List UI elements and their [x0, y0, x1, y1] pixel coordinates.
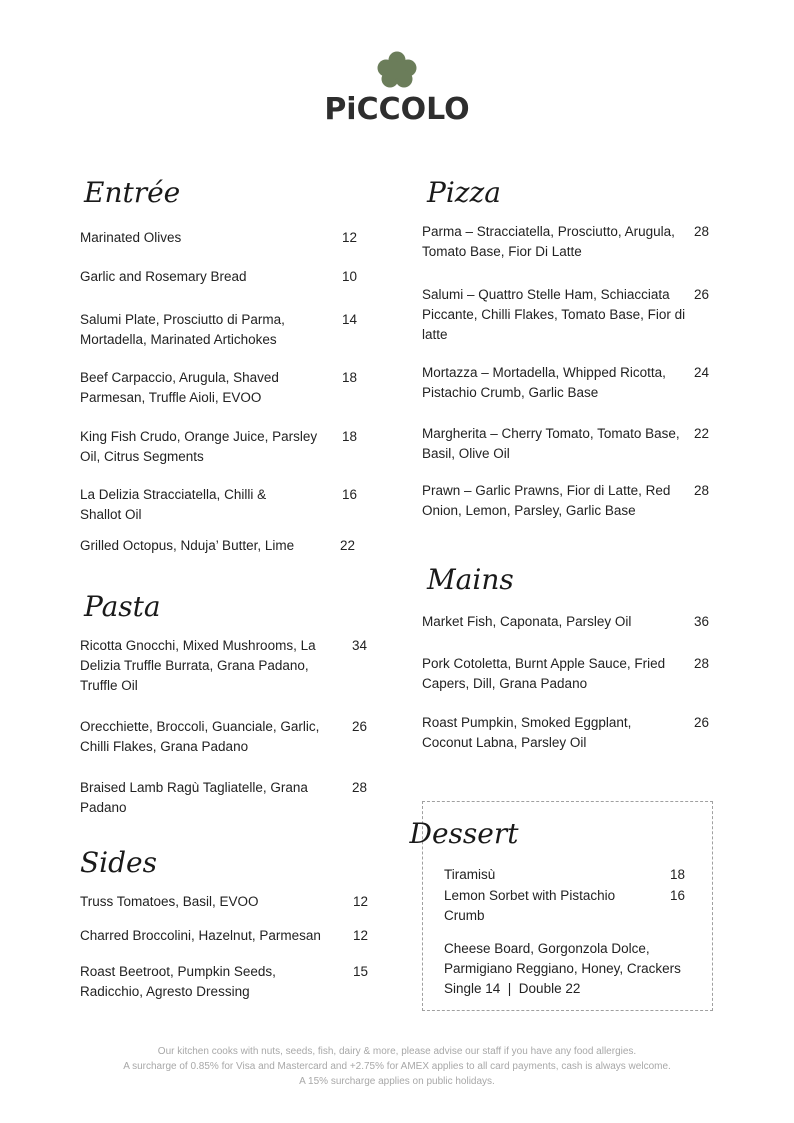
brand-logo: [0, 50, 794, 127]
item-name: Prawn – Garlic Prawns, Fior di Latte, Red Onion, Lemon, Parsley, Garlic Base: [422, 483, 671, 518]
item-price: 14: [342, 312, 358, 327]
item-price: 26: [694, 715, 710, 730]
item-price: 28: [352, 780, 368, 795]
menu-item: [422, 285, 710, 345]
item-name: Roast Beetroot, Pumpkin Seeds, Radicchio, Agresto Dressing: [80, 964, 276, 999]
menu-item: [80, 926, 369, 946]
menu-item: [80, 536, 356, 556]
item-name: Orecchiette, Broccoli, Guanciale, Garlic, Chilli Flakes, Grana Padano: [80, 719, 320, 754]
item-price: 12: [342, 230, 358, 245]
item-name: King Fish Crudo, Orange Juice, Parsley Oil, Citrus Segments: [80, 429, 318, 464]
item-name: Ricotta Gnocchi, Mixed Mushrooms, La Delizia Truffle Burrata, Grana Padano, Truffle Oil: [80, 638, 316, 693]
mains-heading: Mains: [427, 563, 514, 596]
item-price: 36: [694, 614, 710, 629]
menu-item: [80, 228, 358, 248]
menu-item: [80, 427, 358, 467]
menu-item: [422, 363, 710, 403]
brand-name: PiCCOLO: [324, 92, 470, 127]
dessert-heading: Dessert: [409, 817, 519, 850]
item-price: 12: [353, 928, 369, 943]
pizza-heading: Pizza: [427, 176, 501, 209]
menu-item: [422, 424, 710, 464]
item-price: 18: [342, 429, 358, 444]
menu-item: [422, 481, 710, 521]
menu-item: [80, 485, 358, 525]
item-price: 28: [694, 224, 710, 239]
item-price: 10: [342, 269, 358, 284]
entree-heading: Entrée: [84, 176, 181, 209]
item-name: Lemon Sorbet with Pistachio Crumb: [444, 888, 616, 923]
item-name: La Delizia Stracciatella, Chilli & Shallot Oil: [80, 487, 267, 522]
item-price: 16: [670, 888, 686, 903]
item-name: Cheese Board, Gorgonzola Dolce, Parmigiano Reggiano, Honey, Crackers: [444, 941, 681, 976]
menu-item: [422, 222, 710, 262]
item-name: Pork Cotoletta, Burnt Apple Sauce, Fried Capers, Dill, Grana Padano: [422, 656, 666, 691]
item-name: Beef Carpaccio, Arugula, Shaved Parmesan, Truffle Aioli, EVOO: [80, 370, 279, 405]
pasta-heading: Pasta: [84, 590, 161, 623]
item-price: 26: [352, 719, 368, 734]
item-price: 22: [340, 538, 356, 553]
menu-item: [444, 865, 686, 885]
menu-item: [80, 892, 369, 912]
item-name: Marinated Olives: [80, 230, 182, 245]
item-price: 28: [694, 656, 710, 671]
item-name: Braised Lamb Ragù Tagliatelle, Grana Padano: [80, 780, 308, 815]
menu-item: [444, 886, 686, 926]
menu-item: [80, 368, 358, 408]
item-name: Grilled Octopus, Nduja’ Butter, Lime: [80, 538, 295, 553]
item-price: 12: [353, 894, 369, 909]
item-name: Margherita – Cherry Tomato, Tomato Base, Basil, Olive Oil: [422, 426, 680, 461]
menu-item: [80, 717, 368, 757]
item-price: 16: [342, 487, 358, 502]
item-price: 15: [353, 964, 369, 979]
item-price: 28: [694, 483, 710, 498]
menu-item: [422, 713, 710, 753]
sides-heading: Sides: [80, 846, 157, 879]
flower-logo-icon: [375, 50, 419, 90]
item-name: Mortazza – Mortadella, Whipped Ricotta, Pistachio Crumb, Garlic Base: [422, 365, 666, 400]
item-name: Tiramisù: [444, 867, 496, 882]
card-surcharge-notice: A surcharge of 0.85% for Visa and Mastercard and +2.75% for AMEX applies to all card payments, cash is always welcome.: [123, 1061, 671, 1072]
item-name: Market Fish, Caponata, Parsley Oil: [422, 614, 632, 629]
item-name: Parma – Stracciatella, Prosciutto, Arugula, Tomato Base, Fior Di Latte: [422, 224, 675, 259]
menu-item: [444, 939, 699, 999]
item-price: 22: [694, 426, 710, 441]
item-price: 18: [342, 370, 358, 385]
item-name: Salumi Plate, Prosciutto di Parma, Mortadella, Marinated Artichokes: [80, 312, 285, 347]
item-price: 34: [352, 638, 368, 653]
item-name: Roast Pumpkin, Smoked Eggplant, Coconut Labna, Parsley Oil: [422, 715, 632, 750]
menu-item: [422, 654, 710, 694]
item-price: 26: [694, 287, 710, 302]
item-name: Salumi – Quattro Stelle Ham, Schiacciata Piccante, Chilli Flakes, Tomato Base, Fior di latte: [422, 287, 686, 342]
item-price: 18: [670, 867, 686, 882]
holiday-surcharge-notice: A 15% surcharge applies on public holidays.: [299, 1076, 495, 1087]
footer-notice: [0, 1044, 794, 1089]
menu-item: [80, 267, 358, 287]
allergy-notice: Our kitchen cooks with nuts, seeds, fish, dairy & more, please advise our staff if you have any food allergies.: [157, 1046, 637, 1057]
item-name: Garlic and Rosemary Bread: [80, 269, 247, 284]
item-price: 24: [694, 365, 710, 380]
menu-item: [80, 310, 358, 350]
item-name: Truss Tomatoes, Basil, EVOO: [80, 894, 259, 909]
menu-item: [80, 962, 369, 1002]
item-name: Charred Broccolini, Hazelnut, Parmesan: [80, 928, 321, 943]
menu-item: [80, 778, 368, 818]
menu-item: [80, 636, 368, 696]
item-price: Single 14 | Double 22: [444, 981, 581, 996]
menu-item: [422, 612, 710, 632]
